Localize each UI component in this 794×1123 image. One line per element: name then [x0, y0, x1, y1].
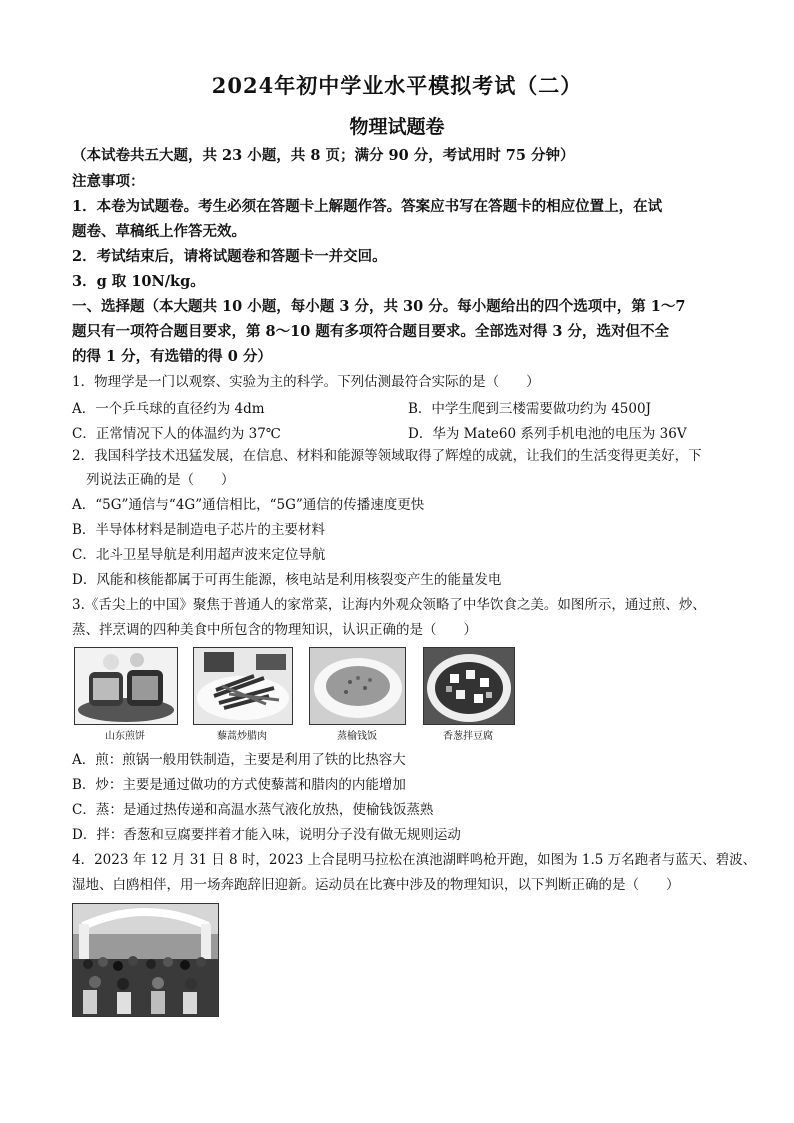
section-1-line-1: 一、选择题（本大题共 10 小题，每小题 3 分，共 30 分。每小题给出的四个选项中，第 1～7 — [72, 298, 686, 315]
q4-stem-2: 湿地、白鸥相伴，用一场奔跑辞旧迎新。运动员在比赛中涉及的物理知识，以下判断正确的是（ ） — [72, 877, 680, 893]
page-title: 2024年初中学业水平模拟考试（二） — [211, 73, 583, 98]
q3-option-b: B．炒：主要是通过做功的方式使藜蒿和腊肉的内能增加 — [72, 777, 406, 793]
q4-stem-1: 4．2023 年 12 月 31 日 8 时，2023 上合昆明马拉松在滇池湖畔鸣枪开跑，如图为 1.5 万名跑者与蓝天、碧波、 — [72, 852, 757, 868]
caption-bandoufu: 香葱拌豆腐 — [443, 731, 493, 742]
q3-option-a: A．煎：煎锅一般用铁制造，主要是利用了铁的比热容大 — [72, 752, 406, 768]
note-1a: 1．本卷为试题卷。考生必须在答题卡上解题作答。答案应书写在答题卡的相应位置上，在试 — [72, 198, 663, 215]
notes-heading: 注意事项： — [72, 173, 145, 190]
q2-option-d: D．风能和核能都属于可再生能源，核电站是利用核裂变产生的能量发电 — [72, 572, 502, 588]
q1-option-a: A．一个乒乓球的直径约为 4dm — [72, 401, 265, 417]
q1-option-b: B．中学生爬到三楼需要做功约为 4500J — [408, 401, 651, 417]
section-1-line-3: 的得 1 分，有选错的得 0 分） — [72, 348, 272, 365]
q2-stem-1: 2．我国科学技术迅猛发展，在信息、材料和能源等领域取得了辉煌的成就，让我们的生活变得更美好，下 — [72, 448, 702, 464]
food-photo-chaolarou — [193, 647, 293, 725]
note-2: 2．考试结束后，请将试题卷和答题卡一并交回。 — [72, 248, 387, 265]
q2-stem-2: 列说法正确的是（ ） — [86, 472, 235, 488]
q2-option-a: A．“5G”通信与“4G”通信相比，“5G”通信的传播速度更快 — [72, 497, 425, 513]
food-photo-bandoufu — [423, 647, 515, 725]
q2-option-b: B．半导体材料是制造电子芯片的主要材料 — [72, 522, 325, 538]
q1-stem: 1．物理学是一门以观察、实验为主的科学。下列估测最符合实际的是（ ） — [72, 374, 540, 390]
q3-stem-2: 蒸、拌烹调的四种美食中所包含的物理知识，认识正确的是（ ） — [72, 622, 477, 638]
q3-option-c: C．蒸：是通过热传递和高温水蒸气液化放热，使榆钱饭蒸熟 — [72, 802, 434, 818]
note-1b: 题卷、草稿纸上作答无效。 — [72, 223, 246, 240]
q3-option-d: D．拌：香葱和豆腐要拌着才能入味，说明分子没有做无规则运动 — [72, 827, 461, 843]
caption-jianbing: 山东煎饼 — [105, 731, 145, 742]
note-3: 3．g 取 10N/kg。 — [72, 273, 205, 290]
page-subtitle: 物理试题卷 — [349, 116, 445, 138]
caption-chaolarou: 藜蒿炒腊肉 — [217, 731, 267, 742]
section-1-line-2: 题只有一项符合题目要求，第 8～10 题有多项符合题目要求。全部选对得 3 分，选对但不全 — [72, 323, 670, 340]
food-photo-yuqianfan — [309, 647, 406, 725]
q1-option-c: C．正常情况下人的体温约为 37℃ — [72, 426, 281, 442]
q1-option-d: D．华为 Mate60 系列手机电池的电压为 36V — [408, 426, 687, 442]
exam-info: （本试卷共五大题，共 23 小题，共 8 页；满分 90 分，考试用时 75 分钟） — [72, 147, 575, 164]
marathon-photo — [72, 903, 219, 1017]
q3-stem-1: 3.《舌尖上的中国》聚焦于普通人的家常菜，让海内外观众领略了中华饮食之美。如图所示，通过煎、炒、 — [72, 597, 706, 613]
food-photo-jianbing — [74, 647, 178, 725]
caption-yuqianfan: 蒸榆钱饭 — [337, 731, 377, 742]
q2-option-c: C．北斗卫星导航是利用超声波来定位导航 — [72, 547, 326, 563]
